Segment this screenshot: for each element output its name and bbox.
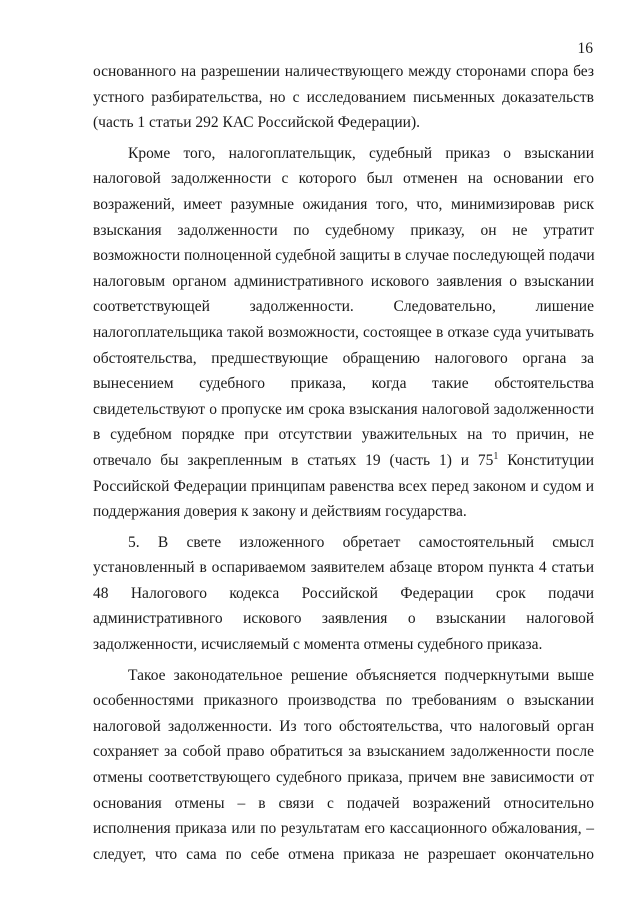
text-line: основанного на разрешении наличествующего между сторонами спора без — [93, 63, 594, 80]
paragraph-1 — [93, 59, 594, 136]
text-line: налоговой задолженности. Из того обстоятельства, что налоговый орган — [93, 717, 594, 735]
text-line: поддержания доверия к закону и действиям государства. — [93, 503, 467, 521]
text-line: в судебном порядке при отсутствии уважительных на то причин, не — [93, 426, 594, 444]
text-line: Российской Федерации принципам равенства всех перед законом и судом и — [93, 477, 594, 495]
text-line: установленный в оспариваемом заявителем абзаце втором пункта 4 статьи — [93, 559, 594, 577]
text-line: Кроме того, налогоплательщик, судебный приказ о взыскании — [128, 144, 594, 162]
paragraph-3 — [93, 530, 594, 658]
text-line: особенностями приказного производства по требованиям о взыскании — [93, 692, 594, 710]
text-line: вынесением судебного приказа, когда такие обстоятельства — [93, 375, 594, 393]
text-line: 48 Налогового кодекса Российской Федерации срок подачи — [93, 584, 594, 602]
text-line-with-superscript — [93, 448, 594, 474]
text-line: отмены соответствующего судебного приказа, причем вне зависимости от — [93, 769, 594, 787]
text-line: основания отмены – в связи с подачей возражений относительно — [93, 794, 594, 812]
paragraph-4 — [93, 663, 594, 868]
text-fragment: Конституции — [507, 451, 594, 469]
text-line: взыскания задолженности по судебному приказу, он не утратит — [93, 221, 594, 239]
text-line: устного разбирательства, но с исследованием письменных доказательств — [93, 88, 594, 106]
text-line: сохраняет за собой право обратиться за взысканием задолженности после — [93, 743, 594, 761]
superscript: 1 — [493, 450, 499, 462]
text-line: Такое законодательное решение объясняется подчеркнутыми выше — [128, 666, 594, 684]
text-fragment: отвечало бы закрепленным в статьях 19 (часть 1) и 75 — [93, 451, 494, 469]
document-body — [93, 59, 594, 867]
paragraph-2 — [93, 141, 594, 525]
text-line: задолженности, исчисляемый с момента отмены судебного приказа. — [93, 636, 543, 654]
text-line: обстоятельства, предшествующие обращению налогового органа за — [93, 349, 594, 367]
text-line: (часть 1 статьи 292 КАС Российской Федерации). — [93, 114, 420, 132]
text-line: возможности полноценной судебной защиты в случае последующей подачи — [93, 247, 595, 265]
text-line: исполнения приказа или по результатам его кассационного обжалования, – — [93, 820, 594, 838]
text-line: 5. В свете изложенного обретает самостоятельный смысл — [128, 533, 594, 551]
text-line: налоговым органом административного искового заявления о взыскании — [93, 272, 594, 290]
text-line: налогоплательщика такой возможности, состоящее в отказе суда учитывать — [93, 323, 594, 341]
text-line: свидетельствуют о пропуске им срока взыскания налоговой задолженности — [93, 400, 594, 418]
text-line: возражений, имеет разумные ожидания того, что, минимизировав риск — [93, 195, 594, 213]
page-number: 16 — [577, 40, 593, 57]
text-line: следует, что сама по себе отмена приказа не разрешает окончательно — [93, 845, 594, 863]
text-line: административного искового заявления о взыскании налоговой — [93, 610, 594, 628]
text-line: налоговой задолженности с которого был отменен на основании его — [93, 170, 594, 188]
text-line: соответствующей задолженности. Следовательно, лишение — [93, 298, 594, 316]
